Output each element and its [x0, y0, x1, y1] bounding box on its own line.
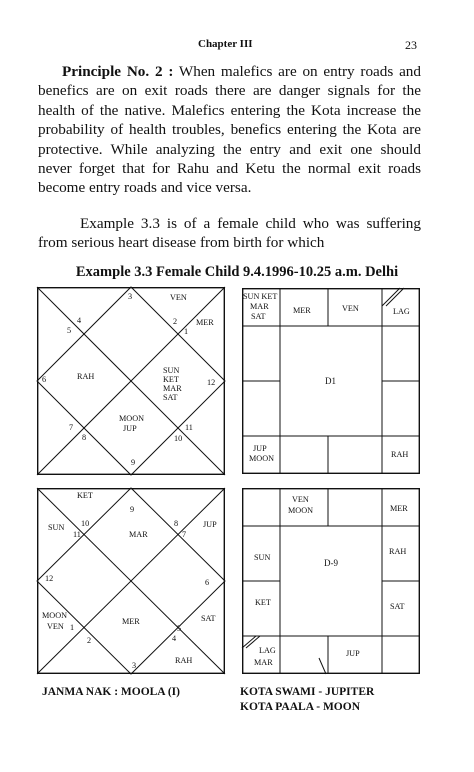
house-number: 2 — [87, 636, 92, 645]
planet-label: JUP — [203, 520, 217, 529]
planet-label: SAT — [201, 614, 216, 623]
planet-label: MOON — [119, 414, 145, 423]
house-number: 7 — [69, 423, 74, 432]
kota-swami: KOTA SWAMI - JUPITER — [240, 686, 375, 698]
house-number: 5 — [177, 624, 182, 633]
house-number: 12 — [45, 574, 54, 583]
house-number: 8 — [174, 519, 179, 528]
planet-label: MER — [390, 504, 408, 513]
house-number: 3 — [132, 661, 137, 670]
planet-label: KET — [77, 491, 93, 500]
house-number: 1 — [184, 327, 189, 336]
house-number: 5 — [67, 326, 72, 335]
lagna-label: LAG — [259, 646, 276, 655]
house-number: 4 — [172, 634, 177, 643]
planet-label: SUN KET — [243, 292, 278, 301]
paragraph-example — [38, 214, 421, 253]
planet-label: MER — [196, 318, 214, 327]
page-number: 23 — [405, 38, 417, 52]
house-number: 11 — [73, 530, 81, 539]
house-number: 7 — [182, 530, 187, 539]
lagna-label: LAG — [393, 307, 410, 316]
house-number: 1 — [70, 623, 75, 632]
house-number: 2 — [173, 317, 178, 326]
house-number: 12 — [207, 378, 216, 387]
planet-label: RAH — [77, 372, 95, 381]
chapter-label: Chapter III — [198, 38, 253, 50]
planet-label: KET — [163, 375, 179, 384]
house-number: 10 — [174, 434, 183, 443]
planet-label: JUP — [346, 649, 360, 658]
principle-text: When malefics are on entry roads and benefics are on exit roads there are danger signals for the health of the native. Malefics entering the Kota increase the probability of health troubles, benefics entering the Kota are protective. While analyzing the entry and exit one should never forget that for Rahu and Ketu the normal exit roads become entry roads and vice versa. — [38, 63, 421, 197]
planet-label: SAT — [163, 393, 178, 402]
house-number: 6 — [42, 375, 47, 384]
planet-label: JUP — [253, 444, 267, 453]
house-number: 8 — [82, 433, 87, 442]
planet-label: KET — [255, 598, 271, 607]
planet-label: SUN — [254, 553, 271, 562]
house-number: 4 — [77, 316, 82, 325]
north-chart-navamsa — [37, 488, 225, 674]
house-number: 3 — [128, 292, 133, 301]
planet-label: VEN — [170, 293, 187, 302]
planet-label: MAR — [250, 302, 269, 311]
chart-center-label: D-9 — [324, 558, 338, 568]
planet-label: SAT — [390, 602, 405, 611]
planet-label: SUN — [163, 366, 180, 375]
principle-label: Principle No. 2 : — [62, 63, 174, 80]
janma-nakshatra: JANMA NAK : MOOLA (I) — [42, 686, 180, 698]
planet-label: RAH — [391, 450, 409, 459]
example-text: Example 3.3 is of a female child who was suffering from serious heart disease from birth for which — [38, 215, 421, 252]
house-number: 11 — [185, 423, 193, 432]
planet-label: MER — [293, 306, 311, 315]
planet-label: MOON — [249, 454, 275, 463]
planet-label: RAH — [175, 656, 193, 665]
south-chart-navamsa — [242, 488, 420, 674]
south-chart-rasi — [242, 288, 420, 474]
house-number: 9 — [130, 505, 135, 514]
planet-label: MOON — [42, 611, 68, 620]
house-number: 10 — [81, 519, 90, 528]
planet-label: MAR — [129, 530, 148, 539]
planet-label: SUN — [48, 523, 65, 532]
chart-center-label: D1 — [325, 376, 336, 386]
example-title: Example 3.3 Female Child 9.4.1996-10.25 a.m. Delhi — [75, 264, 399, 280]
planet-label: MAR — [163, 384, 182, 393]
planet-label: MER — [122, 617, 140, 626]
house-number: 6 — [205, 578, 210, 587]
house-number: 9 — [131, 458, 136, 467]
planet-label: VEN — [292, 495, 309, 504]
planet-label: MOON — [288, 506, 314, 515]
planet-label: RAH — [389, 547, 407, 556]
kota-paala: KOTA PAALA - MOON — [240, 701, 361, 713]
planet-label: JUP — [123, 424, 137, 433]
north-chart-rasi — [37, 287, 225, 475]
planet-label: SAT — [251, 312, 266, 321]
paragraph-principle — [38, 62, 421, 198]
planet-label: VEN — [47, 622, 64, 631]
planet-label: MAR — [254, 658, 273, 667]
page-header — [0, 38, 474, 54]
planet-label: VEN — [342, 304, 359, 313]
